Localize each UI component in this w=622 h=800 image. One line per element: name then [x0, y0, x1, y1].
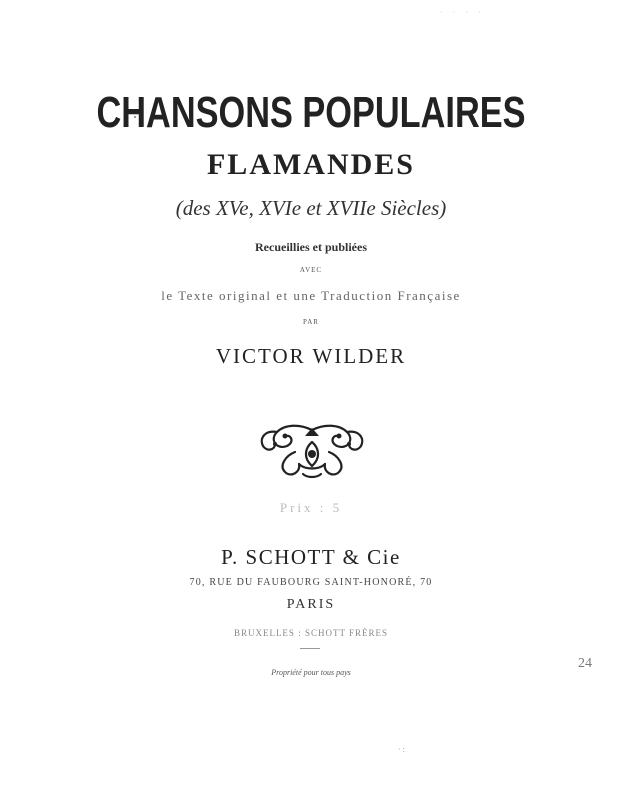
rights-notice: Propriété pour tous pays	[271, 668, 351, 677]
print-speck: · :	[398, 745, 405, 754]
main-title-line2: FLAMANDES	[206, 148, 415, 181]
main-title: CHANSONS POPULAIRES	[96, 88, 526, 137]
collected-label: Recueillies et publiées	[255, 240, 367, 254]
publisher-address: 70, RUE DU FAUBOURG SAINT-HONORÉ, 70	[189, 577, 433, 588]
divider	[300, 648, 320, 649]
print-specks: · · · ·	[440, 8, 485, 17]
margin-shelf-number: 24	[578, 656, 592, 671]
avec-label: AVEC	[299, 266, 323, 274]
publisher-name: P. SCHOTT & Cie	[221, 545, 401, 569]
author-name: VICTOR WILDER	[215, 344, 407, 368]
translation-note: le Texte original et une Traduction Française	[161, 288, 461, 303]
price-stamp: Prix : 5	[279, 500, 343, 515]
brussels-branch: BRUXELLES : SCHOTT FRÈRES	[233, 628, 389, 638]
publisher-city: PARIS	[286, 597, 336, 612]
par-label: PAR	[303, 318, 319, 326]
floral-ornament-icon	[255, 422, 369, 480]
subtitle-centuries: (des XVe, XVIe et XVIIe Siècles)	[175, 196, 447, 220]
